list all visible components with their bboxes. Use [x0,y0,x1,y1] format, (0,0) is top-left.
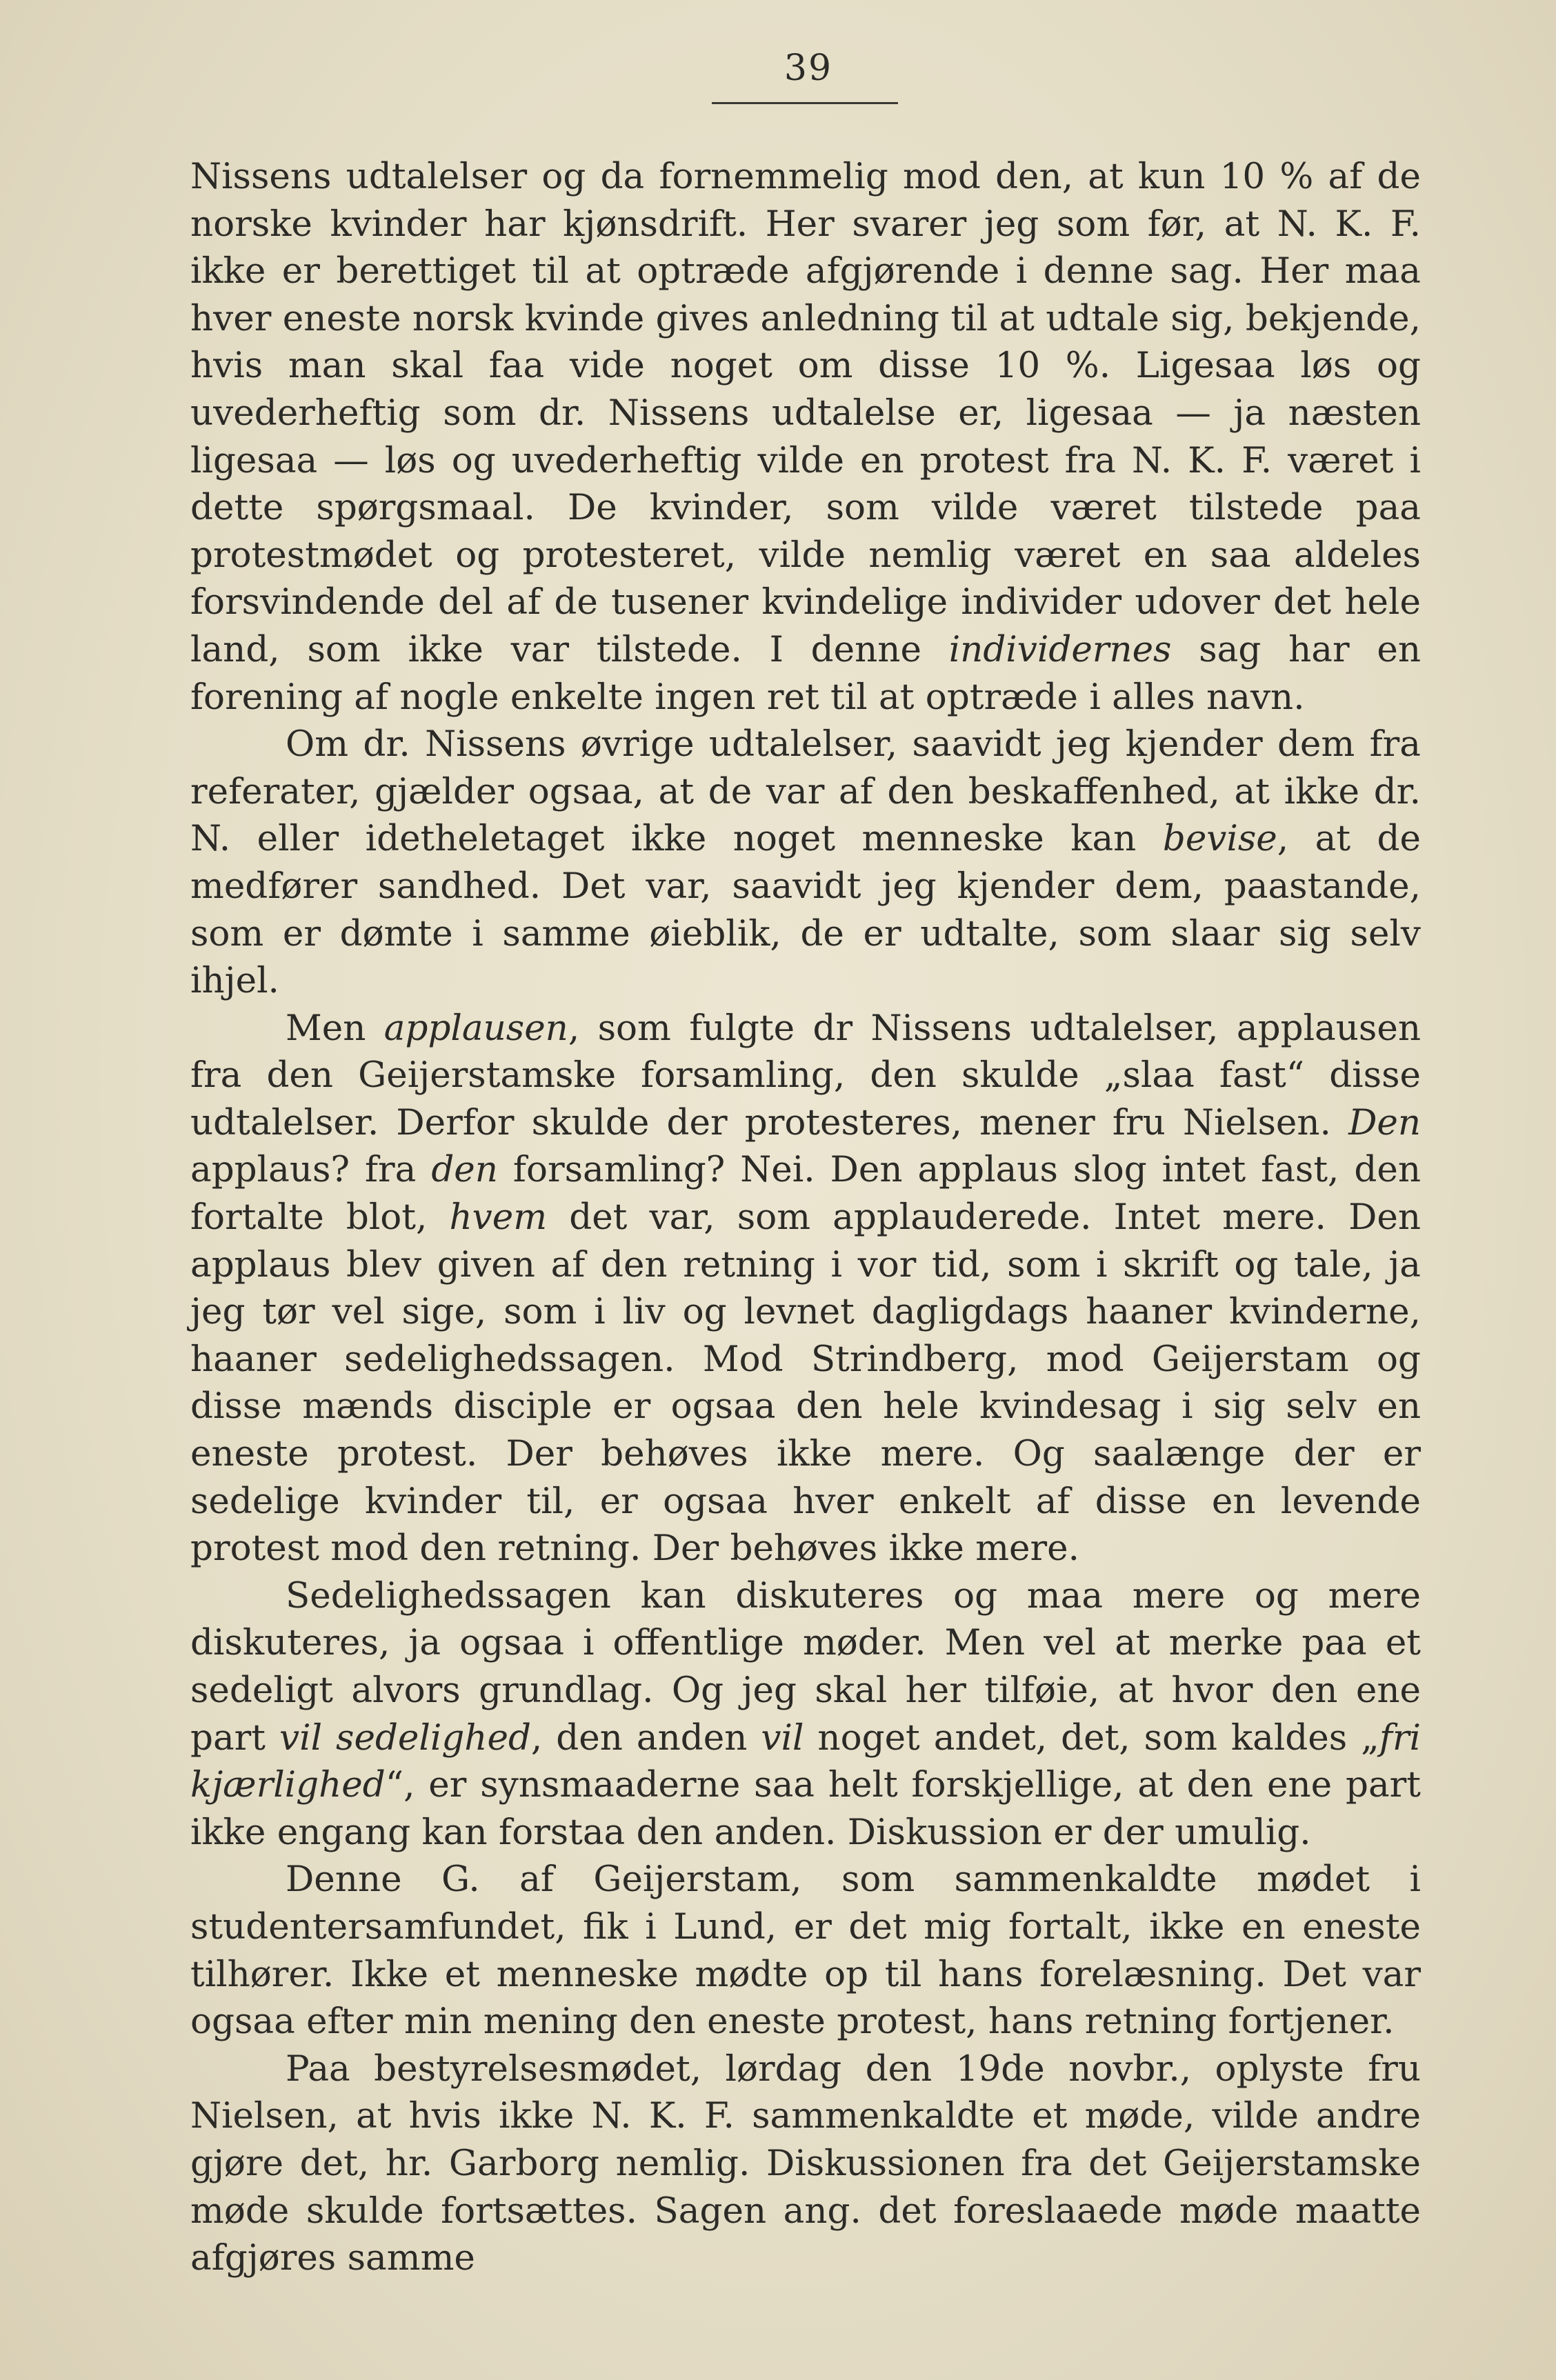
page-number-rule [712,102,898,104]
italic-emphasis: bevise [1162,818,1277,860]
text-run: Paa bestyrelsesmødet, lørdag den 19de novbr., oplyste fru Nielsen, at hvis ikke N. K. F. sammenkaldte et møde, vilde andre gjøre det, hr. Garborg nemlig. Diskussionen fra det Geijerstamske møde skulde fortsættes. Sagen ang. det foreslaaede møde maatte afgjøres samme [190,2048,1421,2279]
text-run: noget andet, det, som kaldes „ [804,1717,1379,1759]
italic-emphasis: hvem [449,1197,548,1239]
text-run: Men [286,1007,384,1049]
text-run: “, er synsmaaderne saa helt forskjellige, at den ene part ikke engang kan forstaa den anden. Diskussion er der umulig. [190,1764,1421,1853]
text-run: , at de medfører sandhed. Det var, saavidt jeg kjender dem, paastande, som er dømte i samme øieblik, de er udtalte, som slaar sig selv ihjel. [190,818,1421,1002]
paragraph [190,721,1421,1005]
italic-emphasis: applausen [383,1007,568,1049]
italic-emphasis: vil [761,1717,804,1759]
italic-emphasis: vil sedelighed [279,1717,531,1759]
text-run: applaus? fra [190,1149,432,1191]
italic-emphasis: fri kjærlighed [190,1717,1422,1806]
text-run: , den anden [530,1717,761,1759]
italic-emphasis: den [431,1149,498,1191]
text-run: Nissens udtalelser og da fornemmelig mod den, at kun 10 % af de norske kvinder har kjønsdrift. Her svarer jeg som før, at N. K. F. ikke er berettiget til at optræde afgjørende i denne sag. Her maa hver eneste norsk kvinde gives anledning til at udtale sig, bekjende, hvis man skal faa vide noget om disse 10 %. Ligesaa løs og uvederheftig som dr. Nissens udtalelse er, ligesaa — ja næsten ligesaa — løs og uvederheftig vilde en protest fra N. K. F. været i dette spørgsmaal. De kvinder, som vilde været tilstede paa protestmødet og protesteret, vilde nemlig været en saa aldeles forsvindende del af de tusener kvindelige individer udover det hele land, som ikke var tilstede. I denne [190,156,1421,670]
italic-emphasis: Den [1348,1101,1421,1143]
text-run: sag har en forening af nogle enkelte ingen ret til at optræde i alles navn. [190,628,1421,718]
body-text [190,153,1421,2282]
paragraph [190,1572,1421,1857]
text-run: det var, som applauderede. Intet mere. Den applaus blev given af den retning i vor tid, som i skrift og tale, ja jeg tør vel sige, som i liv og levnet dagligdags haaner kvinderne, haaner sedelighedssagen. Mod Strindberg, mod Geijerstam og disse mænds disciple er ogsaa den hele kvindesag i sig selv en eneste protest. Der behøves ikke mere. Og saalænge der er sedelige kvinder til, er ogsaa hver enkelt af disse en levende protest mod den retning. Der behøves ikke mere. [190,1197,1422,1570]
paragraph [190,153,1421,721]
text-run: Denne G. af Geijerstam, som sammenkaldte mødet i studentersamfundet, fik i Lund, er det mig fortalt, ikke en eneste tilhører. Ikke et menneske mødte op til hans forelæsning. Det var ogsaa efter min mening den eneste protest, hans retning fortjener. [190,1859,1421,2043]
paragraph [190,2046,1421,2282]
text-run: Sedelighedssagen kan diskuteres og maa mere og mere diskuteres, ja ogsaa i offentlige møder. Men vel at merke paa et sedeligt alvors grundlag. Og jeg skal her tilføie, at hvor den ene part [190,1574,1421,1759]
page-number: 39 [784,48,833,89]
text-run: , som fulgte dr Nissens udtalelser, applausen fra den Geijerstamske forsamling, den skulde „slaa fast“ disse udtalelser. Derfor skulde der protesteres, mener fru Nielsen. [190,1007,1421,1143]
paragraph [190,1856,1421,2045]
italic-emphasis: individernes [948,628,1172,670]
paragraph [190,1005,1421,1572]
text-run: Om dr. Nissens øvrige udtalelser, saavidt jeg kjender dem fra referater, gjælder ogsaa, at de var af den beskaffenhed, at ikke dr. N. eller idetheletaget ikke noget menneske kan [190,723,1421,860]
text-run: forsamling? Nei. Den applaus slog intet fast, den fortalte blot, [190,1149,1421,1239]
